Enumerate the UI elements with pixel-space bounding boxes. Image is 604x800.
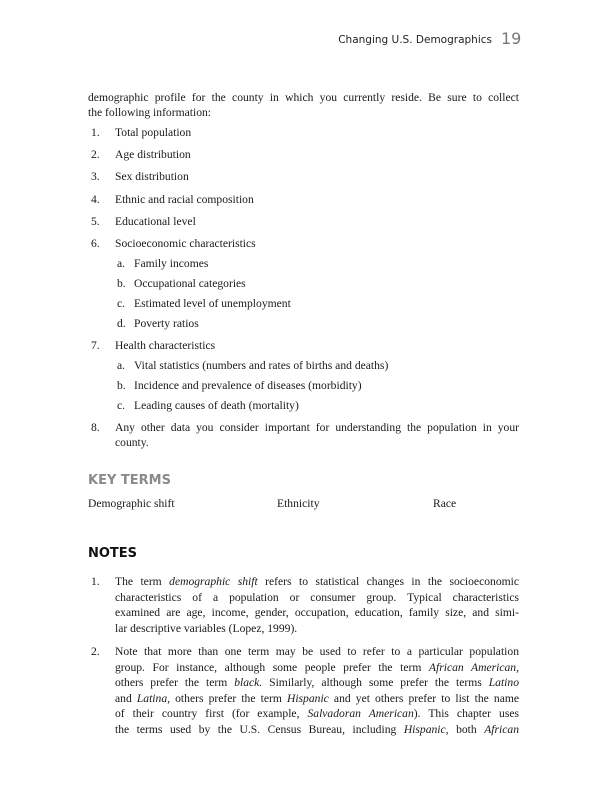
list-item-text: Health characteristics: [115, 339, 216, 352]
note-line: [115, 692, 519, 706]
italic-term: Hispanic: [286, 691, 329, 705]
text-run: ). This chapter uses: [413, 707, 519, 721]
text-run: and yet others prefer to list the name: [328, 691, 520, 705]
list-item-text: Educational level: [115, 215, 196, 228]
sublist-letter: d.: [117, 317, 126, 330]
sublist-item-text: Family incomes: [134, 257, 209, 270]
text-run: others prefer the term: [115, 676, 235, 690]
sublist-item-text: Poverty ratios: [134, 317, 199, 330]
sublist-letter: a.: [117, 257, 126, 270]
key-term: Race: [433, 497, 457, 510]
text-run: the terms used by the U.S. Census Bureau, including: [115, 723, 404, 736]
text-run: refers to statistical changes in the socioeconomic: [257, 575, 519, 588]
list-number: 8.: [91, 421, 100, 434]
sublist-letter: c.: [117, 297, 126, 310]
intro-line: the following information:: [88, 106, 212, 119]
list-number: 7.: [91, 339, 100, 352]
italic-term: Latina,: [136, 691, 171, 705]
note-line: [115, 676, 519, 690]
note-line: [115, 622, 297, 636]
list-number: 2.: [91, 148, 100, 161]
text-run: examined are age, income, gender, occupation, education, family size, and simi-: [115, 606, 519, 620]
list-item-text: Ethnic and racial composition: [115, 193, 254, 206]
text-run: others prefer the term: [170, 691, 287, 705]
note-number: 2.: [91, 645, 100, 658]
note-number: 1.: [91, 575, 100, 588]
sublist-item-text: Estimated level of unemployment: [134, 297, 291, 310]
text-run: The term: [115, 575, 170, 588]
list-item-text: Socioeconomic characteristics: [115, 237, 256, 250]
text-run: lar descriptive variables (Lopez, 1999).: [115, 621, 298, 635]
list-number: 6.: [91, 237, 100, 250]
note-line: [115, 661, 519, 675]
notes-heading: NOTES: [88, 546, 138, 561]
note-line: [115, 723, 519, 737]
text-run: Similarly, although some prefer the terms: [262, 676, 489, 690]
page-number: 19: [501, 29, 522, 48]
sublist-item-text: Vital statistics (numbers and rates of births and deaths): [134, 359, 389, 372]
sublist-letter: a.: [117, 359, 126, 372]
sublist-item-text: Occupational categories: [134, 277, 246, 290]
text-run: Note that more than one term may be used to refer to a particular population: [115, 645, 519, 658]
note-line: [115, 575, 519, 589]
intro-line: demographic profile for the county in which you currently reside. Be sure to collect: [88, 91, 519, 104]
list-number: 3.: [91, 170, 100, 183]
text-run: group. For instance, although some people prefer the term: [115, 660, 429, 674]
note-line: [115, 606, 519, 620]
sublist-item-text: Incidence and prevalence of diseases (morbidity): [134, 379, 362, 392]
list-item-text: Total population: [115, 126, 192, 139]
italic-term: African: [484, 723, 519, 736]
list-item-text: Any other data you consider important for understanding the population in your: [115, 421, 519, 434]
running-header: Changing U.S. Demographics: [338, 34, 492, 46]
italic-term: Latino: [488, 676, 519, 690]
sublist-letter: b.: [117, 379, 126, 392]
note-line: [115, 645, 519, 659]
italic-term: Hispanic,: [403, 723, 449, 736]
italic-term: Salvadoran American: [307, 707, 414, 721]
italic-term: black.: [234, 676, 263, 690]
key-terms-heading: KEY TERMS: [88, 473, 171, 488]
note-line: [115, 591, 519, 605]
text-run: and: [115, 691, 137, 705]
sublist-letter: c.: [117, 399, 126, 412]
key-term: Ethnicity: [277, 497, 320, 510]
list-item-text: Sex distribution: [115, 170, 189, 183]
list-number: 1.: [91, 126, 100, 139]
italic-term: African American,: [428, 660, 519, 674]
text-run: characteristics of a population or consumer group. Typical characteristics: [115, 590, 519, 604]
key-term: Demographic shift: [88, 497, 175, 510]
text-run: of their country first (for example,: [115, 707, 308, 721]
list-number: 4.: [91, 193, 100, 206]
list-item-text: Age distribution: [115, 148, 191, 161]
note-line: [115, 707, 519, 721]
sublist-item-text: Leading causes of death (mortality): [134, 399, 299, 412]
text-run: both: [448, 723, 485, 736]
italic-term: demographic shift: [169, 575, 258, 588]
list-item-text: county.: [115, 436, 149, 449]
sublist-letter: b.: [117, 277, 126, 290]
list-number: 5.: [91, 215, 100, 228]
